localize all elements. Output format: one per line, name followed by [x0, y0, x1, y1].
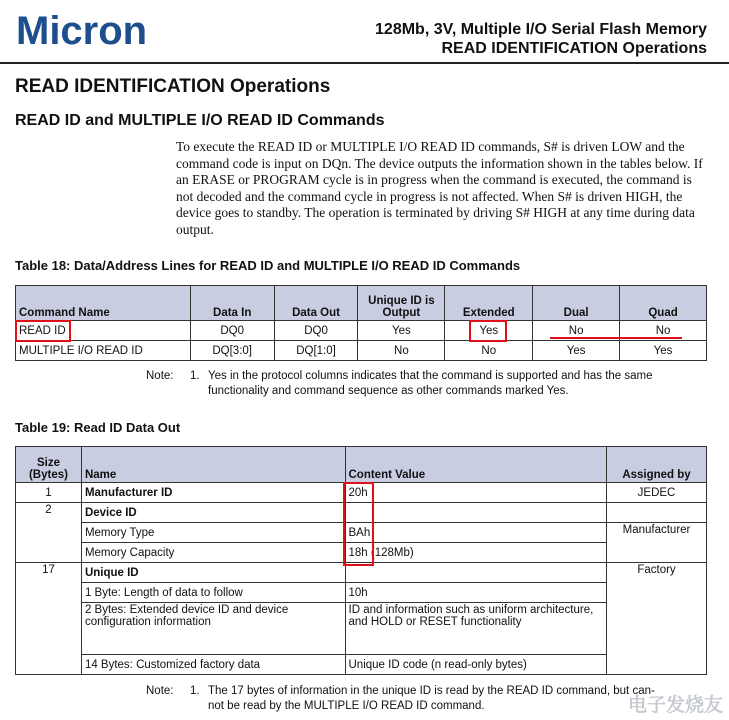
t19-cell: Device ID — [81, 503, 345, 523]
table18-note — [146, 369, 716, 401]
t18-header-unique-id: Unique ID is Output — [358, 286, 445, 321]
t18-cell: Yes — [620, 341, 707, 361]
t19-cell: JEDEC — [607, 483, 707, 503]
t19-cell: 1 Byte: Length of data to follow — [81, 583, 345, 603]
note-number: 1. — [190, 685, 200, 697]
t19-header-size: Size (Bytes) — [16, 447, 82, 483]
t18-cell: DQ0 — [274, 321, 358, 341]
t18-header-extended: Extended — [445, 286, 533, 321]
t19-cell: 17 — [16, 563, 82, 675]
t18-cell: Yes — [445, 321, 533, 341]
table18 — [15, 285, 707, 361]
t18-cell: No — [445, 341, 533, 361]
t19-cell — [607, 503, 707, 523]
t18-header-command: Command Name — [16, 286, 191, 321]
t19-cell: 20h — [345, 483, 607, 503]
note-label: Note: — [146, 685, 174, 697]
table-row — [16, 483, 707, 503]
t19-cell: Memory Capacity — [81, 543, 345, 563]
t18-header-data-out: Data Out — [274, 286, 358, 321]
table18-caption: Table 18: Data/Address Lines for READ ID and MULTIPLE I/O READ ID Commands — [15, 258, 521, 273]
t19-cell: Memory Type — [81, 523, 345, 543]
section-title: READ ID and MULTIPLE I/O READ ID Commands — [15, 112, 385, 129]
table-row — [16, 543, 707, 563]
t19-cell: Unique ID code (n read-only bytes) — [345, 655, 607, 675]
note-text: The 17 bytes of information in the unique ID is read by the READ ID command, but can- not be read by the MULTIPLE I/O READ ID command. — [208, 685, 655, 712]
header-title-line2: READ IDENTIFICATION Operations — [441, 40, 707, 57]
table-row — [16, 341, 707, 361]
table-row — [16, 655, 707, 675]
t18-cell: No — [533, 321, 620, 341]
t19-cell: Unique ID — [81, 563, 345, 583]
t18-cell: DQ[3:0] — [190, 341, 274, 361]
t19-header-name: Name — [81, 447, 345, 483]
t19-cell — [345, 503, 607, 523]
t18-cell: MULTIPLE I/O READ ID — [16, 341, 191, 361]
t19-cell: Manufacturer ID — [81, 483, 345, 503]
t19-cell: 10h — [345, 583, 607, 603]
t19-cell: 1 — [16, 483, 82, 503]
watermark: 电子发烧友 — [627, 695, 723, 716]
header-title-line1: 128Mb, 3V, Multiple I/O Serial Flash Memory — [375, 21, 707, 38]
t19-cell: 2 Bytes: Extended device ID and device configuration information — [81, 603, 345, 655]
note-text: Yes in the protocol columns indicates that the command is supported and has the same functionality and command sequence as other commands marked Yes. — [208, 370, 653, 397]
t19-header-content: Content Value — [345, 447, 607, 483]
note-label: Note: — [146, 370, 174, 382]
svg-text:Micron: Micron — [16, 9, 148, 53]
table19 — [15, 446, 707, 675]
t19-cell: 2 — [16, 503, 82, 563]
t19-cell: ID and information such as uniform architecture, and HOLD or RESET functionality — [345, 603, 607, 655]
t18-cell: DQ0 — [190, 321, 274, 341]
table-row — [16, 583, 707, 603]
header-rule — [0, 62, 729, 64]
t19-cell: BAh — [345, 523, 607, 543]
t19-cell — [345, 563, 607, 583]
table19-caption: Table 19: Read ID Data Out — [15, 420, 181, 435]
t18-header-dual: Dual — [533, 286, 620, 321]
page-title: READ IDENTIFICATION Operations — [15, 76, 331, 97]
t19-cell: 18h (128Mb) — [345, 543, 607, 563]
t18-header-quad: Quad — [620, 286, 707, 321]
note-number: 1. — [190, 370, 200, 382]
t18-cell: DQ[1:0] — [274, 341, 358, 361]
table-row — [16, 603, 707, 655]
t18-cell: No — [358, 341, 445, 361]
t18-cell: READ ID — [16, 321, 191, 341]
body-paragraph: To execute the READ ID or MULTIPLE I/O READ ID commands, S# is driven LOW and the command code is input on DQn. The device outputs the information shown in the tables below. If an ERASE or PROGRAM cycle is in progress when the command is executed, the command is not decoded and the command cycle in progress is not affected. When S# is driven HIGH, the device goes to standby. The operation is terminated by driving S# HIGH at any time during data output. — [176, 139, 703, 237]
t19-cell: Factory — [607, 563, 707, 675]
table-row — [16, 503, 707, 523]
micron-logo — [14, 6, 174, 54]
t18-cell: Yes — [533, 341, 620, 361]
t18-header-data-in: Data In — [190, 286, 274, 321]
underline-dual-quad — [550, 337, 682, 339]
table-row — [16, 523, 707, 543]
t18-cell: No — [620, 321, 707, 341]
t19-header-assigned: Assigned by — [607, 447, 707, 483]
t18-cell: Yes — [358, 321, 445, 341]
t19-cell: Manufacturer — [607, 523, 707, 563]
table-row — [16, 563, 707, 583]
document-header — [375, 20, 707, 58]
t19-cell: 14 Bytes: Customized factory data — [81, 655, 345, 675]
